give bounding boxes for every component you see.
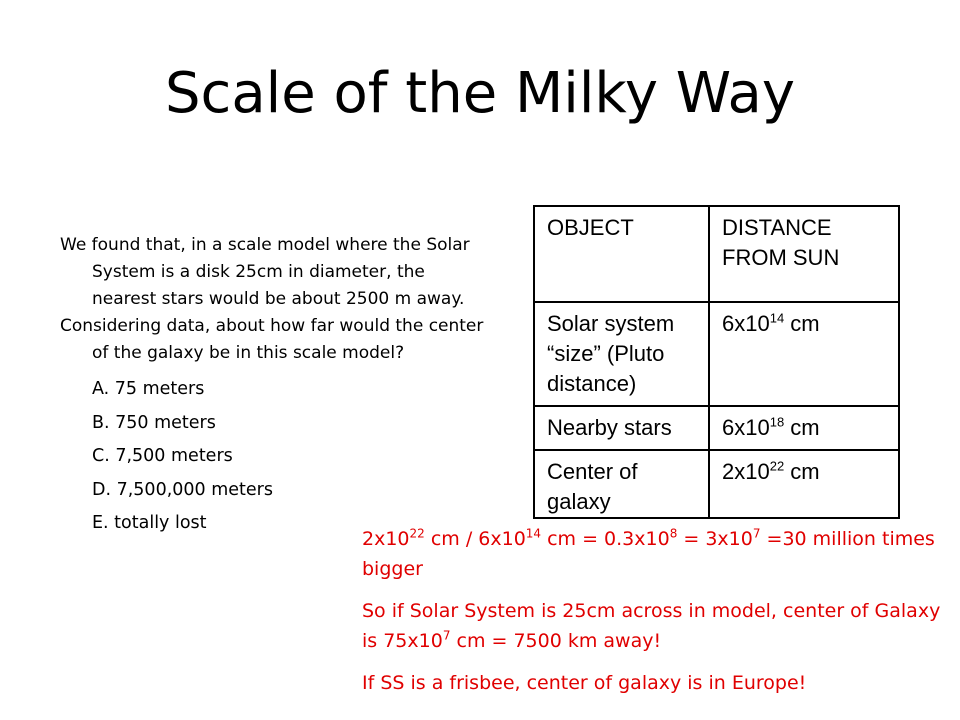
header-distance: DISTANCE FROM SUN <box>709 206 899 302</box>
answer-line-1: $2x10^{22}$ cm / $6x10^{14}$ cm = $0.3x10^8 = 3x10^7 =30$ million times bigger <box>362 526 935 580</box>
answer-line-2: So if Solar System is 25cm across in model, center of Galaxy is $75x10^7$ cm = 7500 km away! <box>362 600 941 652</box>
slide-title: Scale of the Milky Way <box>165 61 795 126</box>
header-object: OBJECT <box>534 206 709 302</box>
distance-cell: $2x10^{22}$ cm <box>709 450 899 518</box>
object-cell: Nearby stars <box>534 406 709 450</box>
question-paragraph-2: Considering data, about how far would the center of the galaxy be in this scale model? <box>60 316 484 363</box>
table-row <box>534 450 899 518</box>
choice-d: D. 7,500,000 meters <box>92 479 273 500</box>
distance-cell: $6x10^{14}$ cm <box>709 302 899 406</box>
table-row <box>534 406 899 450</box>
distance-cell: $6x10^{18}$ cm <box>709 406 899 450</box>
object-cell: Solar system “size” (Pluto distance) <box>534 302 709 406</box>
distance-table <box>533 205 900 519</box>
question-paragraph-1: We found that, in a scale model where the Solar System is a disk 25cm in diameter, the nearest stars would be about 2500 m away. <box>60 235 470 309</box>
answer-choices <box>60 373 485 541</box>
table-header-row <box>534 206 899 302</box>
choice-c: C. 7,500 meters <box>92 446 233 466</box>
question-text <box>60 232 485 541</box>
choice-b: B. 750 meters <box>92 412 216 433</box>
table-row <box>534 302 899 406</box>
answer-explanation <box>362 524 954 710</box>
object-cell: Center of galaxy <box>534 450 709 518</box>
choice-e: E. totally lost <box>92 513 207 533</box>
answer-line-3: If SS is a frisbee, center of galaxy is in Europe! <box>362 672 807 694</box>
choice-a: A. 75 meters <box>92 379 205 399</box>
